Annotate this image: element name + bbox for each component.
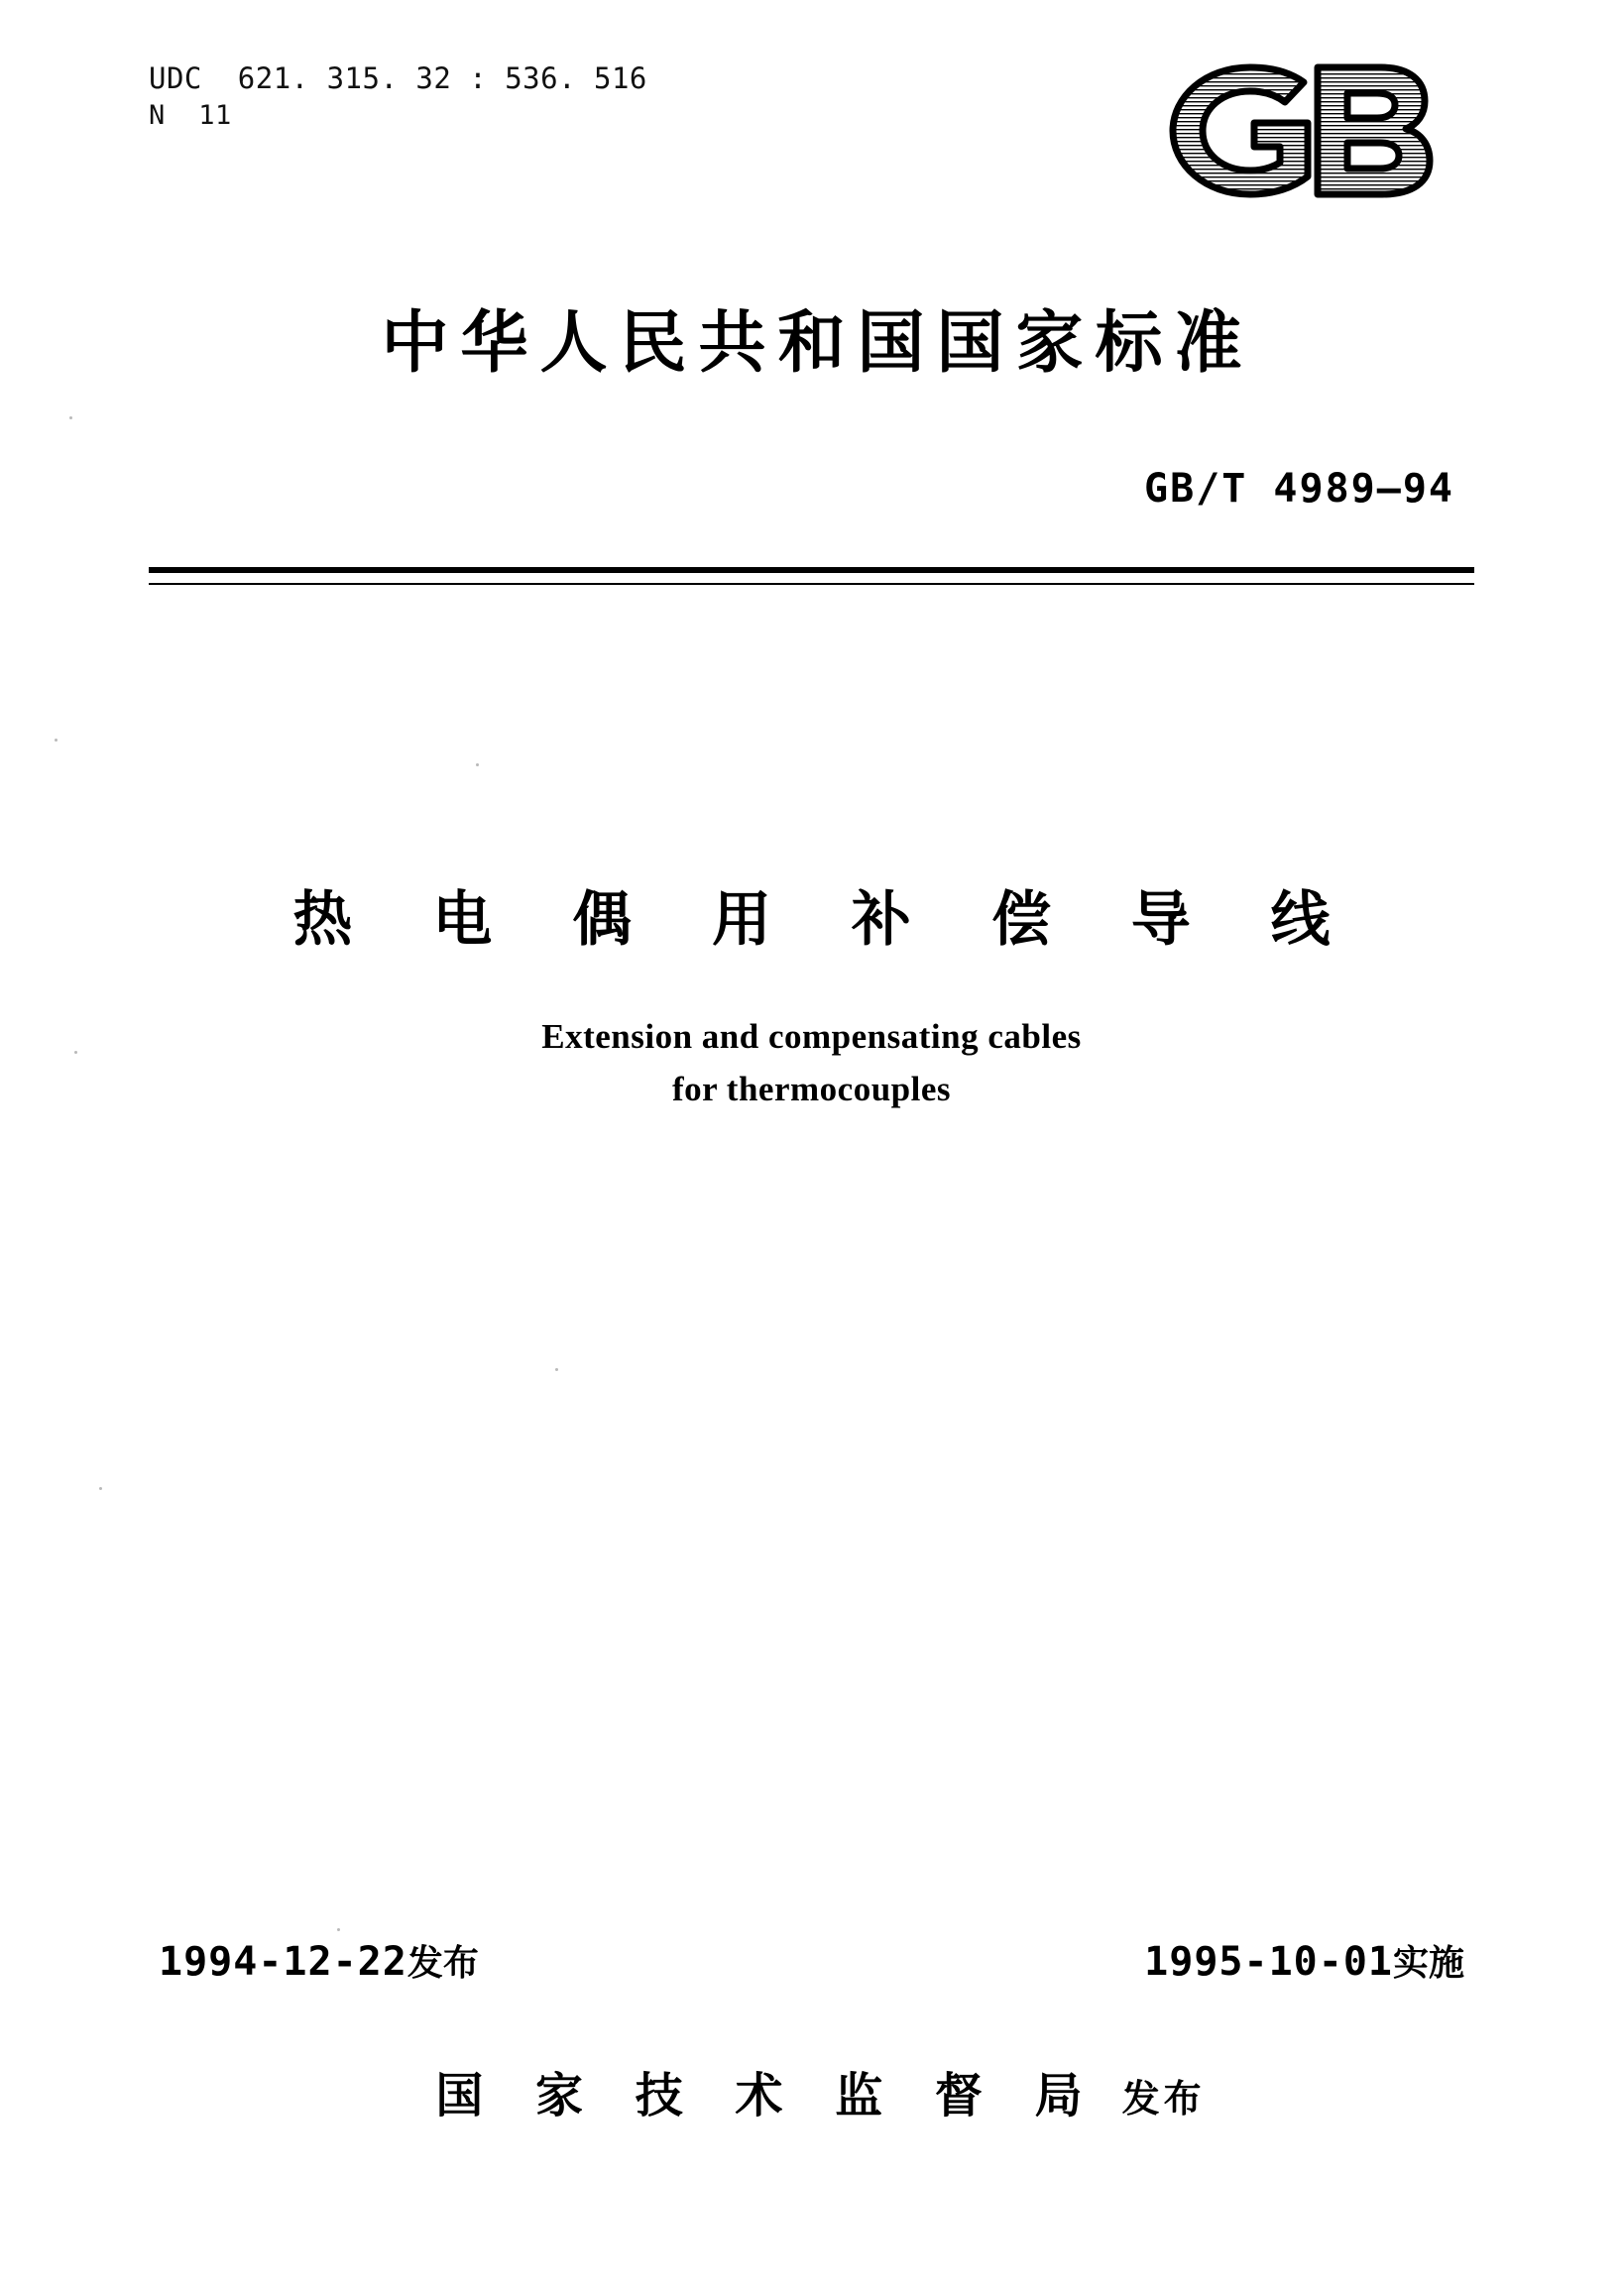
effective-date — [1144, 1935, 1464, 1986]
national-standard-title: 中华人民共和国国家标准 — [381, 304, 1254, 383]
scan-speckle — [69, 416, 72, 419]
subject-title-english-line-2: for thermocouples — [672, 1069, 951, 1108]
effective-date-label: 实施 — [1392, 1943, 1464, 1984]
issue-date-value: 1994-12-22 — [159, 1939, 407, 1985]
header-rule-thick — [149, 567, 1474, 573]
scan-speckle — [337, 1928, 340, 1931]
udc-line-2: N 11 — [149, 100, 232, 132]
issue-date-label: 发布 — [406, 1943, 479, 1984]
publisher-name: 国 家 技 术 监 督 局 — [435, 2068, 1101, 2124]
publisher-verb: 发布 — [1121, 2077, 1206, 2121]
subject-title-chinese: 热 电 偶 用 补 偿 导 线 — [292, 885, 1360, 955]
publisher-line — [0, 2057, 1623, 2125]
scan-speckle — [99, 1487, 102, 1490]
scan-speckle — [476, 763, 479, 766]
standard-number: GB/T 4989—94 — [1144, 466, 1454, 512]
header-rule-thin — [149, 583, 1474, 585]
scan-speckle — [555, 1368, 558, 1371]
udc-line-1: UDC 621. 315. 32 : 536. 516 — [149, 61, 647, 95]
gb-emblem-icon — [1159, 61, 1456, 200]
subject-title-english-line-1: Extension and compensating cables — [541, 1017, 1082, 1056]
issue-date — [159, 1935, 479, 1986]
scan-speckle — [55, 739, 58, 742]
effective-date-value: 1995-10-01 — [1144, 1939, 1393, 1985]
udc-classification — [149, 59, 647, 135]
subject-title-english — [0, 1011, 1623, 1115]
